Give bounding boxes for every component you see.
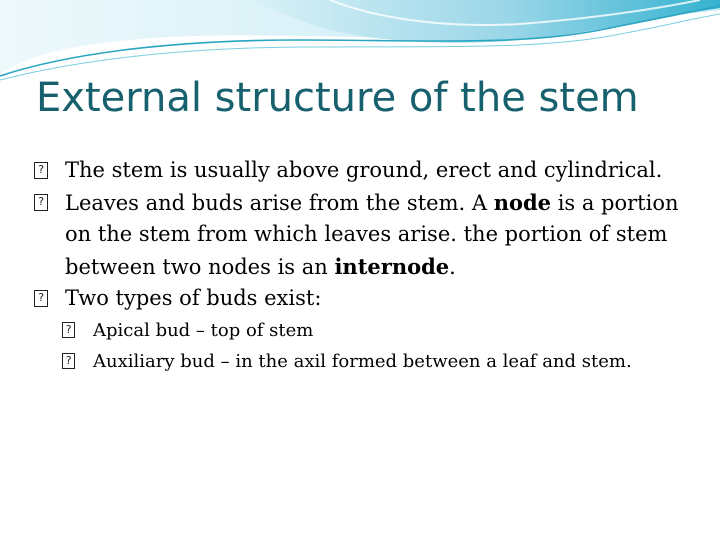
missing-glyph-bullet-icon: ? — [62, 353, 75, 369]
sub-bullet-text: Auxiliary bud – in the axil formed between a leaf and stem. — [93, 350, 632, 372]
bold-term-internode: internode — [334, 253, 450, 279]
bullet-text: . — [449, 254, 456, 279]
bullet-item — [34, 155, 684, 187]
missing-glyph-bullet-icon: ? — [34, 162, 48, 179]
missing-glyph-bullet-icon: ? — [62, 322, 75, 338]
bold-term-node: node — [493, 189, 552, 215]
slide-body — [34, 155, 684, 377]
sub-bullet-item — [34, 315, 684, 346]
missing-glyph-bullet-icon: ? — [34, 290, 48, 307]
bullet-text: Two types of buds exist: — [65, 286, 322, 310]
bullet-text: Leaves and buds arise from the stem. A — [65, 190, 494, 215]
sub-bullet-item — [34, 346, 684, 377]
sub-bullet-text: Apical bud – top of stem — [93, 319, 314, 341]
bullet-text: The stem is usually above ground, erect and cylindrical. — [65, 158, 663, 182]
slide-title: External structure of the stem — [36, 75, 639, 121]
bullet-item — [34, 283, 684, 315]
missing-glyph-bullet-icon: ? — [34, 194, 48, 211]
bullet-item — [34, 187, 684, 284]
bullet-text: is a portion on the stem from which leaves arise. the portion of stem between two nodes is an — [65, 190, 679, 279]
